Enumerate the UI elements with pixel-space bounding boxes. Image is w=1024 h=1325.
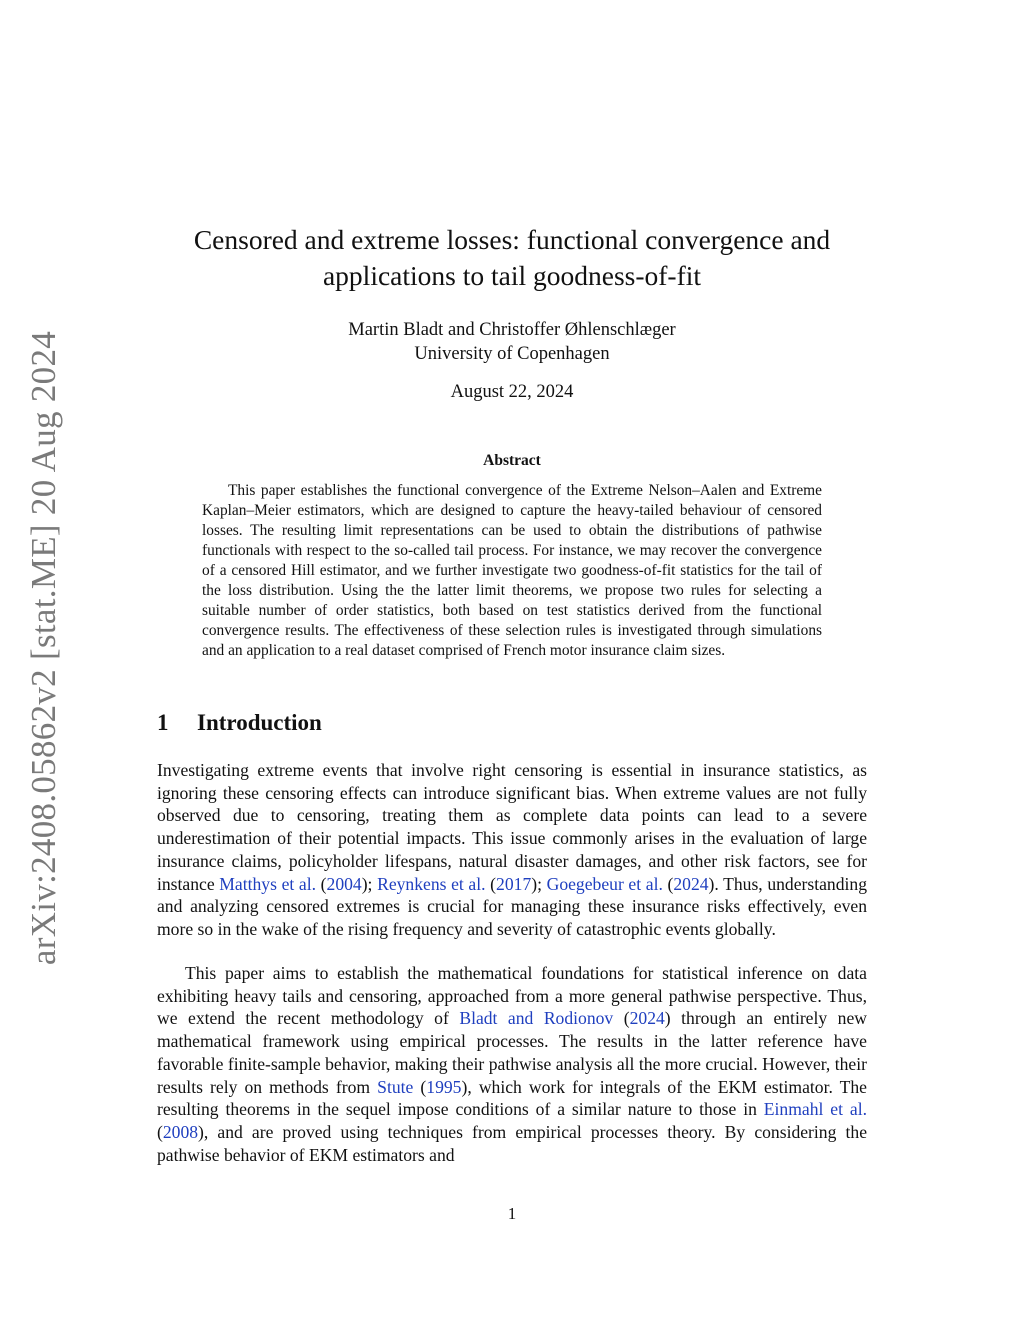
citation-year-link-matthys[interactable]: 2004: [326, 873, 362, 894]
citation-year-link-bladt-rodionov[interactable]: 2024: [629, 1008, 665, 1029]
citation-link-bladt-rodionov[interactable]: Bladt and Rodionov: [459, 1008, 614, 1029]
citation-year-link-reynkens[interactable]: 2017: [496, 873, 532, 894]
arxiv-identifier-stamp: arXiv:2408.05862v2 [stat.ME] 20 Aug 2024: [24, 330, 63, 966]
citation-year-link-einmahl[interactable]: 2008: [162, 1121, 199, 1142]
author-affiliation: University of Copenhagen: [414, 344, 610, 364]
paragraph-text: ) through an entirely new mathematical framework using empirical processes. The results in the latter reference have favorable finite-sample behavior, making their pathwise analysis all the more crucial. However, their results rely on methods from: [157, 1008, 867, 1097]
paragraph-text: (: [613, 1008, 630, 1029]
section-heading-introduction: [157, 710, 322, 736]
paragraph-text: (: [157, 1121, 163, 1142]
intro-paragraph-2: [157, 962, 867, 1166]
title-line-2: applications to tail goodness-of-fit: [322, 260, 702, 291]
citation-year-link-stute[interactable]: 1995: [426, 1076, 462, 1097]
paper-date: August 22, 2024: [450, 382, 574, 402]
abstract-heading: Abstract: [483, 452, 541, 469]
citation-link-matthys[interactable]: Matthys et al.: [219, 873, 317, 894]
paragraph-text: (: [413, 1076, 427, 1097]
paragraph-text: (: [316, 873, 327, 894]
paper-title: [127, 222, 897, 294]
paragraph-text: );: [361, 873, 378, 894]
citation-link-reynkens[interactable]: Reynkens et al.: [377, 873, 486, 894]
title-line-1: Censored and extreme losses: functional convergence and: [193, 224, 831, 255]
paragraph-text: ), and are proved using techniques from empirical processes theory. By considering the pathwise behavior of EKM estimators and: [157, 1121, 867, 1165]
citation-year-link-goegebeur[interactable]: 2024: [673, 873, 709, 894]
citation-link-stute[interactable]: Stute: [377, 1076, 414, 1097]
section-number: 1: [157, 710, 169, 735]
author-block: [157, 318, 867, 366]
paragraph-text: (: [662, 873, 674, 894]
citation-link-einmahl[interactable]: Einmahl et al.: [763, 1099, 867, 1120]
paragraph-text: ), which work for integrals of the EKM estimator. The resulting theorems in the sequel impose conditions of a similar nature to those in: [157, 1076, 867, 1120]
page-number: 1: [507, 1204, 517, 1223]
paragraph-text: );: [531, 873, 547, 894]
paragraph-text: Investigating extreme events that involve right censoring is essential in insurance statistics, as ignoring these censoring effects can introduce significant bias. When extreme values are not fully observed due to censoring, treating them as complete data points can lead to a severe underestimation of their potential impacts. This issue commonly arises in the evaluation of large insurance claims, policyholder lifespans, natural disaster damages, and other risk factors, see for instance: [157, 760, 867, 894]
citation-link-goegebeur[interactable]: Goegebeur et al.: [546, 873, 663, 894]
paragraph-text: This paper aims to establish the mathematical foundations for statistical inference on data exhibiting heavy tails and censoring, approached from a more general pathwise perspective. Thus, we extend the recent methodology of: [157, 963, 867, 1029]
paragraph-text: (: [485, 873, 497, 894]
section-title: Introduction: [197, 710, 322, 735]
intro-paragraph-1: [157, 759, 867, 941]
abstract-body: This paper establishes the functional convergence of the Extreme Nelson–Aalen and Extreme Kaplan–Meier estimators, which are designed to capture the heavy-tailed behaviour of censored losses. The resulting limit representations can be used to obtain the distributions of pathwise functionals with respect to the so-called tail process. For instance, we may recover the convergence of a censored Hill estimator, and we further investigate two goodness-of-fit statistics for the tail of the loss distribution. Using the the latter limit theorems, we propose two rules for selecting a suitable number of order statistics, both based on test statistics derived from the functional convergence results. The effectiveness of these selection rules is investigated through simulations and an application to a real dataset comprised of French motor insurance claim sizes.: [202, 482, 822, 659]
author-names: Martin Bladt and Christoffer Øhlenschlæger: [348, 320, 676, 340]
paragraph-text: ). Thus, understanding and analyzing censored extremes is crucial for managing these insurance risks effectively, even more so in the wake of the rising frequency and severity of catastrophic events globally.: [157, 873, 868, 939]
